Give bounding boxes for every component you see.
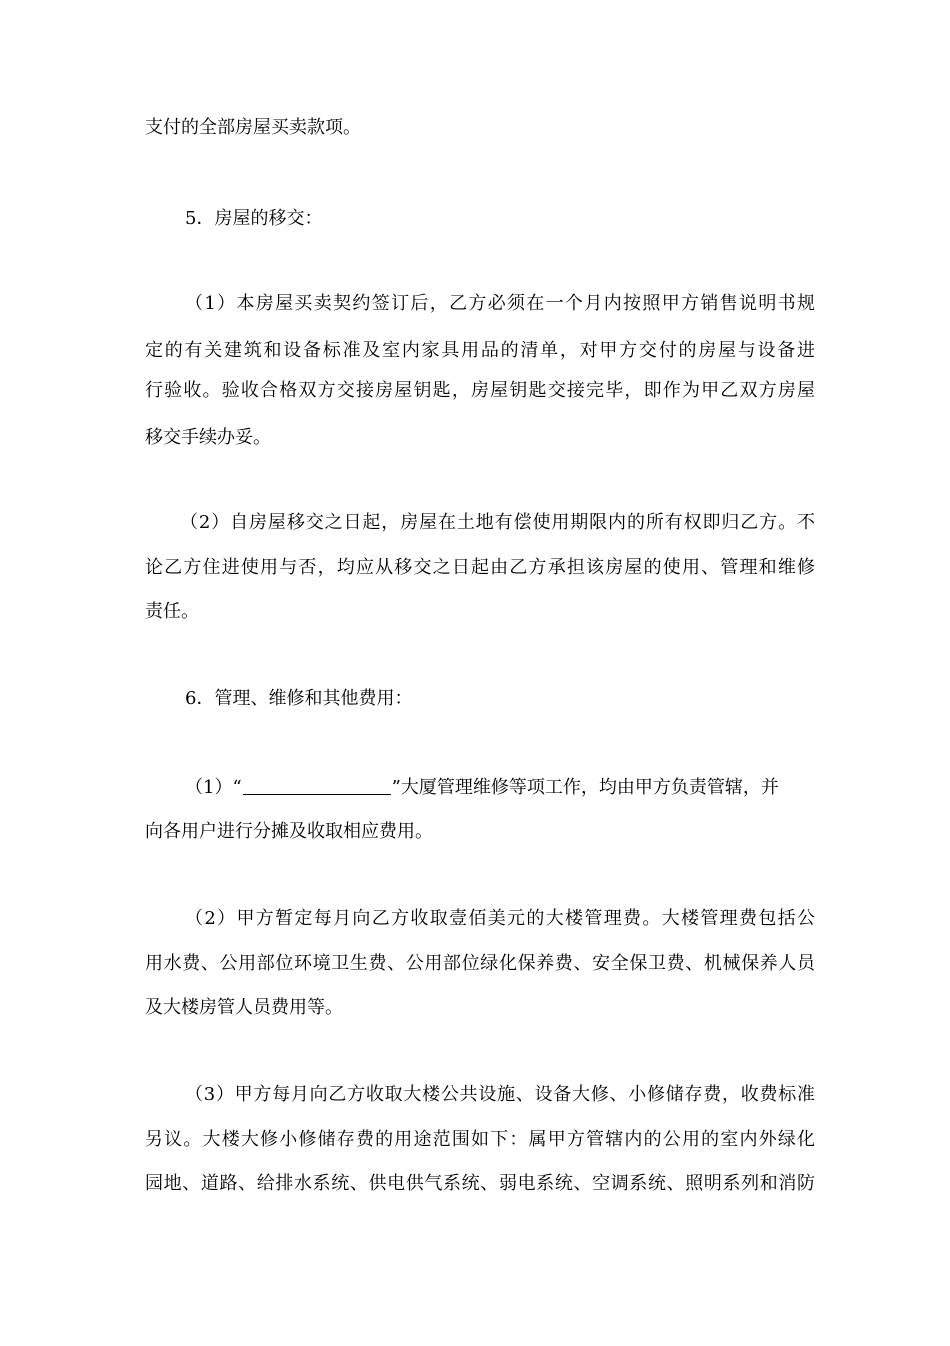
section-heading-5: 5．房屋的移交： (185, 208, 323, 229)
text-line: 支付的全部房屋买卖款项。 (145, 117, 361, 138)
text-line: （3）甲方每月向乙方收取大楼公共设施、设备大修、小修储存费，收费标准 (185, 1084, 815, 1105)
text-line: 及大楼房管人员费用等。 (145, 997, 343, 1018)
fill-in-blank[interactable] (243, 776, 391, 795)
text-fragment: ”大厦管理维修等项工作，均由甲方负责管辖，并 (391, 777, 779, 798)
text-line: 移交手续办妥。 (145, 427, 271, 448)
text-line: （1）本房屋买卖契约签订后，乙方必须在一个月内按照甲方销售说明书规 (185, 293, 815, 314)
text-fragment: （1）“ (185, 777, 242, 798)
text-line: 定的有关建筑和设备标准及室内家具用品的清单，对甲方交付的房屋与设备进 (145, 340, 815, 361)
section-heading-6: 6．管理、维修和其他费用： (185, 688, 413, 709)
text-line: （2）自房屋移交之日起，房屋在土地有偿使用期限内的所有权即归乙方。不 (180, 512, 815, 533)
text-line: 另议。大楼大修小修储存费的用途范围如下：属甲方管辖内的公用的室内外绿化 (145, 1129, 815, 1150)
text-line: 责任。 (145, 601, 199, 622)
text-line-with-blank (185, 776, 815, 799)
text-line: 用水费、公用部位环境卫生费、公用部位绿化保养费、安全保卫费、机械保养人员 (145, 953, 815, 974)
text-line: 论乙方住进使用与否，均应从移交之日起由乙方承担该房屋的使用、管理和维修 (145, 557, 815, 578)
text-line: 向各用户进行分摊及收取相应费用。 (145, 821, 433, 842)
text-line: （2）甲方暂定每月向乙方收取壹佰美元的大楼管理费。大楼管理费包括公 (185, 908, 815, 929)
text-line: 园地、道路、给排水系统、供电供气系统、弱电系统、空调系统、照明系列和消防 (145, 1173, 815, 1194)
text-line: 行验收。验收合格双方交接房屋钥匙，房屋钥匙交接完毕，即作为甲乙双方房屋 (145, 380, 815, 401)
